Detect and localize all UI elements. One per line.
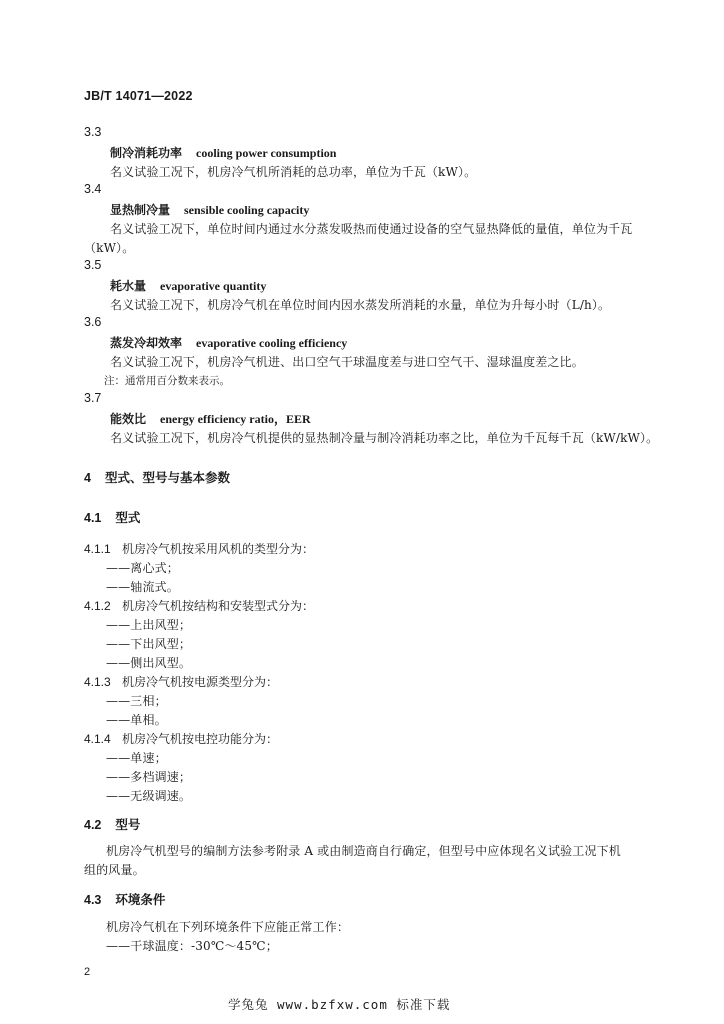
clause-line: [84, 730, 278, 747]
clause-line: [84, 540, 314, 557]
paragraph-text: 机房冷气机型号的编制方法参考附录 A 或由制造商自行确定，但型号中应体现名义试验工况下机: [106, 844, 621, 858]
clause-number: 3.5: [84, 258, 102, 272]
term-english: cooling power consumption: [196, 146, 337, 160]
subsection-title: 型式: [115, 510, 141, 525]
term-heading: [110, 201, 309, 218]
paragraph-text-cont: 组的风量。: [84, 863, 145, 877]
list-item: ——上出风型；: [106, 618, 192, 632]
clause-number: 4.1.2: [84, 599, 111, 613]
term-chinese: 蒸发冷却效率: [110, 336, 183, 350]
term-chinese: 耗水量: [110, 279, 147, 293]
page-number: 2: [84, 966, 91, 978]
clause-number: 4.1.3: [84, 675, 111, 689]
clause-line: [84, 673, 278, 690]
list-item: ——离心式；: [106, 561, 179, 575]
document-id: JB/T 14071—2022: [84, 89, 193, 103]
footer-watermark: 学兔兔 www.bzfxw.com 标准下载: [228, 997, 451, 1012]
section-title: 型式、型号与基本参数: [104, 470, 230, 485]
list-item: ——下出风型；: [106, 637, 192, 651]
definition-text: 名义试验工况下，机房冷气机进、出口空气干球温度差与进口空气干、湿球温度差之比。: [110, 355, 584, 369]
clause-number: 4.1.1: [84, 542, 111, 556]
subsection-number: 4.3: [84, 893, 102, 907]
section-heading: [84, 468, 230, 486]
subsection-heading: [84, 508, 140, 526]
subsection-heading: [84, 815, 140, 833]
subsection-title: 型号: [115, 817, 141, 832]
section-number: 4: [84, 471, 91, 485]
clause-text: 机房冷气机按电源类型分为：: [122, 675, 279, 689]
clause-number: 3.6: [84, 315, 102, 329]
subsection-number: 4.2: [84, 818, 102, 832]
list-item: ——多档调速；: [106, 770, 192, 784]
term-english: energy efficiency ratio，EER: [160, 412, 311, 426]
list-item: ——侧出风型。: [106, 656, 192, 670]
subsection-heading: [84, 890, 165, 908]
term-heading: [110, 277, 266, 294]
clause-text: 机房冷气机按电控功能分为：: [122, 732, 279, 746]
term-chinese: 能效比: [110, 412, 147, 426]
list-item: ——无级调速。: [106, 789, 192, 803]
term-english: evaporative quantity: [160, 279, 267, 293]
clause-number: 3.3: [84, 125, 102, 139]
term-chinese: 显热制冷量: [110, 203, 171, 217]
list-item: ——单相。: [106, 713, 167, 727]
paragraph-text: 机房冷气机在下列环境条件下应能正常工作：: [106, 920, 350, 934]
list-item: ——轴流式。: [106, 580, 179, 594]
definition-text-cont: （kW）。: [84, 241, 135, 255]
list-item: ——干球温度：-30℃～45℃；: [106, 939, 278, 953]
clause-text: 机房冷气机按结构和安装型式分为：: [122, 599, 315, 613]
clause-line: [84, 597, 314, 614]
term-heading: [110, 410, 311, 427]
definition-text: 名义试验工况下，单位时间内通过水分蒸发吸热而使通过设备的空气显热降低的量值，单位为千瓦: [110, 222, 633, 236]
definition-text: 名义试验工况下，机房冷气机在单位时间内因水蒸发所消耗的水量，单位为升每小时（L/h）。: [110, 298, 611, 312]
definition-text: 名义试验工况下，机房冷气机提供的显热制冷量与制冷消耗功率之比，单位为千瓦每千瓦（kW/kW）。: [110, 431, 659, 445]
definition-text: 名义试验工况下，机房冷气机所消耗的总功率，单位为千瓦（kW）。: [110, 165, 477, 179]
note-text: 注：通常用百分数来表示。: [104, 375, 230, 387]
term-chinese: 制冷消耗功率: [110, 146, 183, 160]
list-item: ——单速；: [106, 751, 167, 765]
clause-number: 3.4: [84, 182, 102, 196]
subsection-number: 4.1: [84, 511, 102, 525]
list-item: ——三相；: [106, 694, 167, 708]
clause-number: 4.1.4: [84, 732, 111, 746]
term-heading: [110, 334, 347, 351]
term-heading: [110, 144, 336, 161]
clause-text: 机房冷气机按采用风机的类型分为：: [122, 542, 315, 556]
subsection-title: 环境条件: [115, 892, 166, 907]
term-english: evaporative cooling efficiency: [196, 336, 348, 350]
term-english: sensible cooling capacity: [184, 203, 310, 217]
clause-number: 3.7: [84, 391, 102, 405]
